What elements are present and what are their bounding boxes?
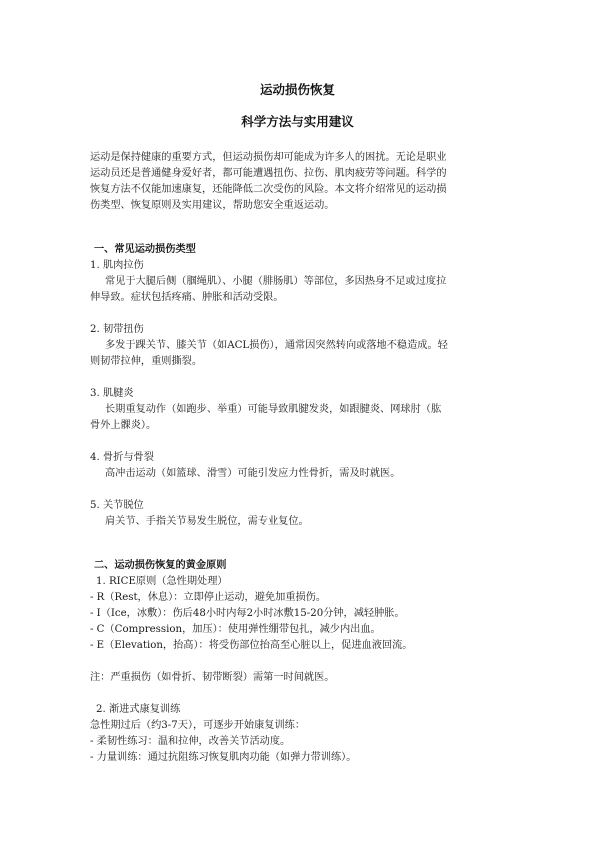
intro-line: 伤类型、恢复原则及实用建议，帮助您安全重返运动。 [90, 200, 335, 211]
list-item-label: 5. 关节脱位 [90, 500, 144, 511]
list-item-text: 伸导致。症状包括疼痛、肿胀和活动受限。 [90, 292, 284, 303]
subsection-title: 2. 渐进式康复训练 [96, 704, 181, 715]
list-item-text: 肩关节、手指关节易发生脱位，需专业复位。 [105, 516, 309, 527]
rice-item: - R（Rest，休息）：立即停止运动，避免加重损伤。 [90, 592, 327, 603]
list-item-label: 3. 肌腱炎 [90, 388, 134, 399]
intro-line: 恢复方法不仅能加速康复，还能降低二次受伤的风险。本文将介绍常见的运动损 [90, 184, 447, 195]
note-text: 注：严重损伤（如骨折、韧带断裂）需第一时间就医。 [90, 672, 335, 683]
list-item-text: 长期重复动作（如跑步、举重）可能导致肌腱发炎，如跟腱炎、网球肘（肱 [105, 404, 442, 415]
rice-item: - E（Elevation，抬高）：将受伤部位抬高至心脏以上，促进血液回流。 [90, 640, 413, 651]
rehab-intro: 急性期过后（约3-7天），可逐步开始康复训练： [90, 720, 306, 731]
rice-item: - I（Ice，冰敷）：伤后48小时内每2小时冰敷15-20分钟，减轻肿胀。 [90, 608, 405, 619]
section-heading: 一、常见运动损伤类型 [94, 244, 196, 255]
intro-line: 运动员还是普通健身爱好者，都可能遭遇扭伤、拉伤、肌肉疲劳等问题。科学的 [90, 168, 447, 179]
list-item-label: 2. 韧带扭伤 [90, 324, 144, 335]
document-subtitle: 科学方法与实用建议 [241, 114, 354, 129]
list-item-text: 骨外上髁炎）。 [90, 420, 157, 431]
rehab-item: - 柔韧性练习：温和拉伸，改善关节活动度。 [90, 736, 291, 747]
document-title: 运动损伤恢复 [259, 82, 335, 97]
section-heading: 二、运动损伤恢复的黄金原则 [94, 560, 227, 571]
rice-item: - C（Compression，加压）：使用弹性绷带包扎，减少内出血。 [90, 624, 381, 635]
list-item-label: 4. 骨折与骨裂 [90, 452, 154, 463]
list-item-label: 1. 肌肉拉伤 [90, 260, 144, 271]
list-item-text: 多发于踝关节、膝关节（如ACL损伤），通常因突然转向或落地不稳造成。轻 [105, 340, 448, 351]
subsection-title: 1. RICE原则（急性期处理） [96, 576, 228, 587]
list-item-text: 高冲击运动（如篮球、滑雪）可能引发应力性骨折，需及时就医。 [105, 468, 401, 479]
list-item-text: 则韧带拉伸，重则撕裂。 [90, 356, 203, 367]
intro-line: 运动是保持健康的重要方式，但运动损伤却可能成为许多人的困扰。无论是职业 [90, 152, 447, 163]
rehab-item: - 力量训练：通过抗阻练习恢复肌肉功能（如弹力带训练）。 [90, 752, 357, 763]
list-item-text: 常见于大腿后侧（腘绳肌）、小腿（腓肠肌）等部位，多因热身不足或过度拉 [105, 276, 447, 287]
